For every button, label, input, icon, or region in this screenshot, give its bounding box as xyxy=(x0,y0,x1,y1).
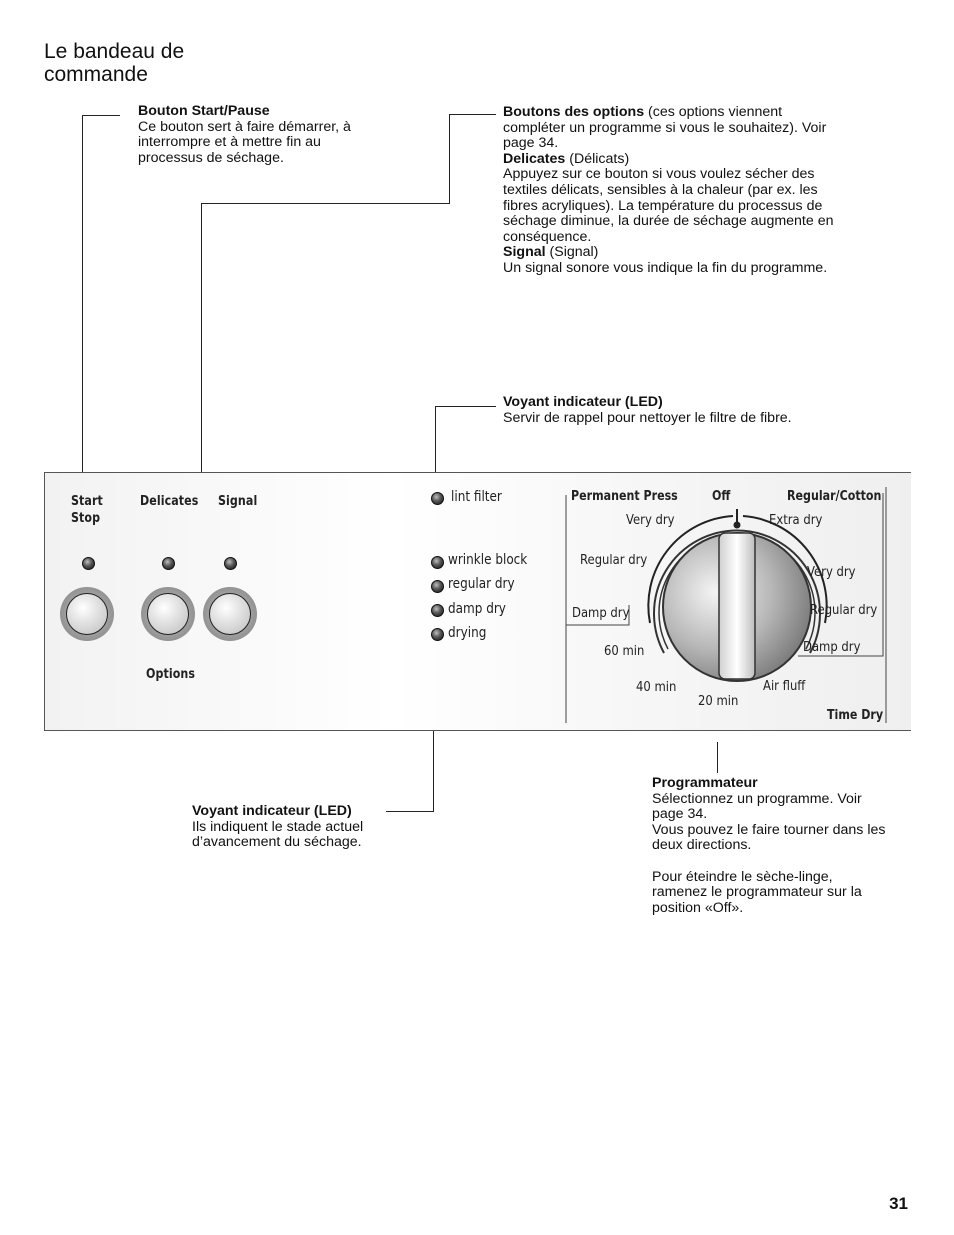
leader-line-programmer-v xyxy=(717,742,718,773)
leader-line-options-h1 xyxy=(449,114,496,115)
annotation-signal-suffix: (Signal) xyxy=(545,244,599,261)
lint-filter-label: lint filter xyxy=(451,489,502,505)
leader-line-stage-h xyxy=(386,811,434,812)
annotation-delicates-label: Delicates xyxy=(503,150,566,167)
leader-line-lint-v xyxy=(435,406,436,482)
start-label-line2: Stop xyxy=(71,510,101,526)
annotation-options-heading: Boutons des options xyxy=(503,104,645,120)
annotation-programmer-text1: Sélectionnez un programme. Voir page 34. xyxy=(652,790,862,823)
drying-label: drying xyxy=(448,625,487,641)
signal-led xyxy=(224,557,237,570)
annotation-led-lint-heading: Voyant indicateur (LED) xyxy=(503,394,663,410)
start-stop-button[interactable] xyxy=(60,587,114,641)
annotation-programmer xyxy=(652,776,887,916)
rc-extra-dry-label: Extra dry xyxy=(769,512,823,528)
leader-line-start-h xyxy=(82,115,120,116)
regular-cotton-label: Regular/Cotton xyxy=(787,488,882,504)
damp-dry-label: damp dry xyxy=(448,601,506,617)
wrinkle-block-led xyxy=(431,556,444,569)
pp-regular-dry-label: Regular dry xyxy=(580,552,648,568)
leader-line-start-v xyxy=(82,115,83,512)
control-panel xyxy=(44,472,911,731)
pp-very-dry-label: Very dry xyxy=(626,512,675,528)
leader-line-options-v1 xyxy=(449,114,450,203)
start-led xyxy=(82,557,95,570)
drying-led xyxy=(431,628,444,641)
delicates-led xyxy=(162,557,175,570)
rc-regular-dry-label: Regular dry xyxy=(810,602,878,618)
start-label-line1: Start xyxy=(71,493,103,509)
off-label: Off xyxy=(712,488,731,504)
annotation-programmer-heading: Programmateur xyxy=(652,775,758,791)
annotation-led-stage-heading: Voyant indicateur (LED) xyxy=(192,803,352,819)
annotation-signal-label: Signal xyxy=(503,244,546,261)
page-title: Le bandeau de commande xyxy=(44,40,185,86)
leader-line-options-v2 xyxy=(201,203,202,505)
annotation-led-stage xyxy=(192,804,392,851)
annotation-start-pause-text: Ce bouton sert à faire démarrer, à interrompre et à mettre fin au processus de séchage. xyxy=(138,118,351,166)
leader-line-options-h2 xyxy=(201,203,450,204)
signal-label: Signal xyxy=(218,493,258,509)
rc-damp-dry-label: Damp dry xyxy=(803,639,861,655)
annotation-led-stage-text: Ils indiquent le stade actuel d’avancement du séchage. xyxy=(192,818,364,851)
annotation-programmer-text3: Pour éteindre le sèche-linge, ramenez le programmateur sur la position «Off». xyxy=(652,868,862,916)
permanent-press-label: Permanent Press xyxy=(571,488,678,504)
leader-line-lint-h xyxy=(435,406,496,407)
time-40-label: 40 min xyxy=(636,679,677,695)
annotation-start-pause-heading: Bouton Start/Pause xyxy=(138,103,270,119)
annotation-led-lint xyxy=(503,395,843,426)
annotation-start-pause xyxy=(138,104,383,166)
damp-dry-led xyxy=(431,604,444,617)
delicates-button[interactable] xyxy=(141,587,195,641)
time-dry-label: Time Dry xyxy=(827,707,884,723)
options-label: Options xyxy=(146,666,196,682)
program-dial[interactable] xyxy=(563,473,911,729)
annotation-options xyxy=(503,105,843,277)
regular-dry-led xyxy=(431,580,444,593)
page-number: 31 xyxy=(889,1194,908,1213)
dial-grip[interactable] xyxy=(719,533,755,679)
annotation-delicates-text: Appuyez sur ce bouton si vous voulez sécher des textiles délicats, sensibles à la chaleur (par ex. les fibres acryliques). La température du processus de séchage diminue, la durée de séchage augmente en conséquence. xyxy=(503,166,834,245)
rc-very-dry-label: Very dry xyxy=(807,564,856,580)
annotation-led-lint-text: Servir de rappel pour nettoyer le filtre de fibre. xyxy=(503,409,792,426)
annotation-delicates-suffix: (Délicats) xyxy=(565,150,630,167)
delicates-label: Delicates xyxy=(140,493,199,509)
annotation-options-heading-suffix: (ces options viennent compléter un programme si vous le souhaitez). Voir page 34. xyxy=(503,104,827,152)
regular-dry-label: regular dry xyxy=(448,576,515,592)
air-fluff-label: Air fluff xyxy=(763,678,806,694)
annotation-signal-text: Un signal sonore vous indique la fin du programme. xyxy=(503,259,828,276)
annotation-programmer-text2: Vous pouvez le faire tourner dans les deux directions. xyxy=(652,821,886,854)
lint-filter-led xyxy=(431,492,444,505)
pp-damp-dry-label: Damp dry xyxy=(572,605,630,621)
time-20-label: 20 min xyxy=(698,693,739,709)
time-60-label: 60 min xyxy=(604,643,645,659)
signal-button[interactable] xyxy=(203,587,257,641)
wrinkle-block-label: wrinkle block xyxy=(448,552,528,568)
